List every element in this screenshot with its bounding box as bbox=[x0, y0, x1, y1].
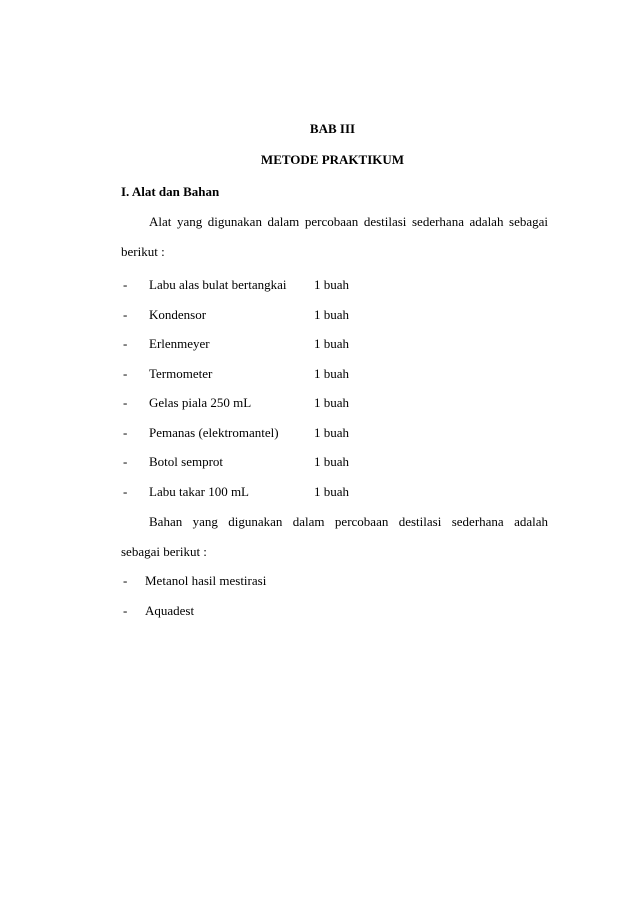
material-item bbox=[121, 596, 266, 626]
chapter-heading: BAB III bbox=[309, 121, 356, 136]
materials-intro-line-2: sebagai berikut : bbox=[121, 544, 207, 559]
tool-item bbox=[121, 447, 350, 477]
tool-quantity: 1 buah bbox=[314, 306, 350, 322]
tool-item bbox=[121, 270, 350, 300]
tool-quantity: 1 buah bbox=[314, 424, 350, 440]
list-dash: - bbox=[123, 602, 128, 618]
tool-name: Termometer bbox=[149, 365, 213, 381]
materials-list bbox=[121, 566, 266, 625]
list-dash: - bbox=[123, 365, 128, 381]
tool-name: Gelas piala 250 mL bbox=[149, 395, 252, 410]
list-dash: - bbox=[123, 277, 128, 292]
tool-quantity: 1 buah bbox=[314, 336, 350, 351]
list-dash: - bbox=[123, 395, 128, 410]
tool-item bbox=[121, 359, 350, 389]
section-heading: I. Alat dan Bahan bbox=[121, 184, 220, 199]
list-dash: - bbox=[123, 483, 128, 499]
list-dash: - bbox=[123, 306, 128, 322]
tools-intro-line-2: berikut : bbox=[121, 244, 165, 259]
tool-quantity: 1 buah bbox=[314, 395, 350, 410]
material-item bbox=[121, 566, 266, 596]
materials-intro-paragraph bbox=[121, 507, 548, 567]
tool-item bbox=[121, 329, 350, 359]
material-name: Metanol hasil mestirasi bbox=[145, 573, 267, 588]
tool-name: Labu takar 100 mL bbox=[149, 483, 249, 499]
tool-name: Labu alas bulat bertangkai bbox=[149, 277, 287, 292]
tool-name: Kondensor bbox=[149, 306, 207, 322]
tool-name: Botol semprot bbox=[149, 454, 224, 469]
tool-name: Pemanas (elektromantel) bbox=[149, 424, 279, 440]
tools-intro-line-1: Alat yang digunakan dalam percobaan destilasi sederhana adalah sebagai bbox=[149, 214, 548, 229]
list-dash: - bbox=[123, 424, 128, 440]
tool-item bbox=[121, 477, 350, 507]
tools-intro-paragraph bbox=[121, 207, 548, 267]
list-dash: - bbox=[123, 573, 128, 588]
material-name: Aquadest bbox=[145, 602, 195, 618]
list-dash: - bbox=[123, 454, 128, 469]
chapter-title: METODE PRAKTIKUM bbox=[260, 152, 405, 167]
list-dash: - bbox=[123, 336, 128, 351]
tools-list bbox=[121, 270, 350, 506]
tool-quantity: 1 buah bbox=[314, 365, 350, 381]
tool-item bbox=[121, 388, 350, 418]
materials-intro-line-1: Bahan yang digunakan dalam percobaan destilasi sederhana adalah bbox=[149, 514, 548, 529]
tool-name: Erlenmeyer bbox=[149, 336, 210, 351]
tool-quantity: 1 buah bbox=[314, 483, 350, 499]
tool-item bbox=[121, 418, 350, 448]
tool-item bbox=[121, 300, 350, 330]
tool-quantity: 1 buah bbox=[314, 454, 350, 469]
tool-quantity: 1 buah bbox=[314, 277, 350, 292]
